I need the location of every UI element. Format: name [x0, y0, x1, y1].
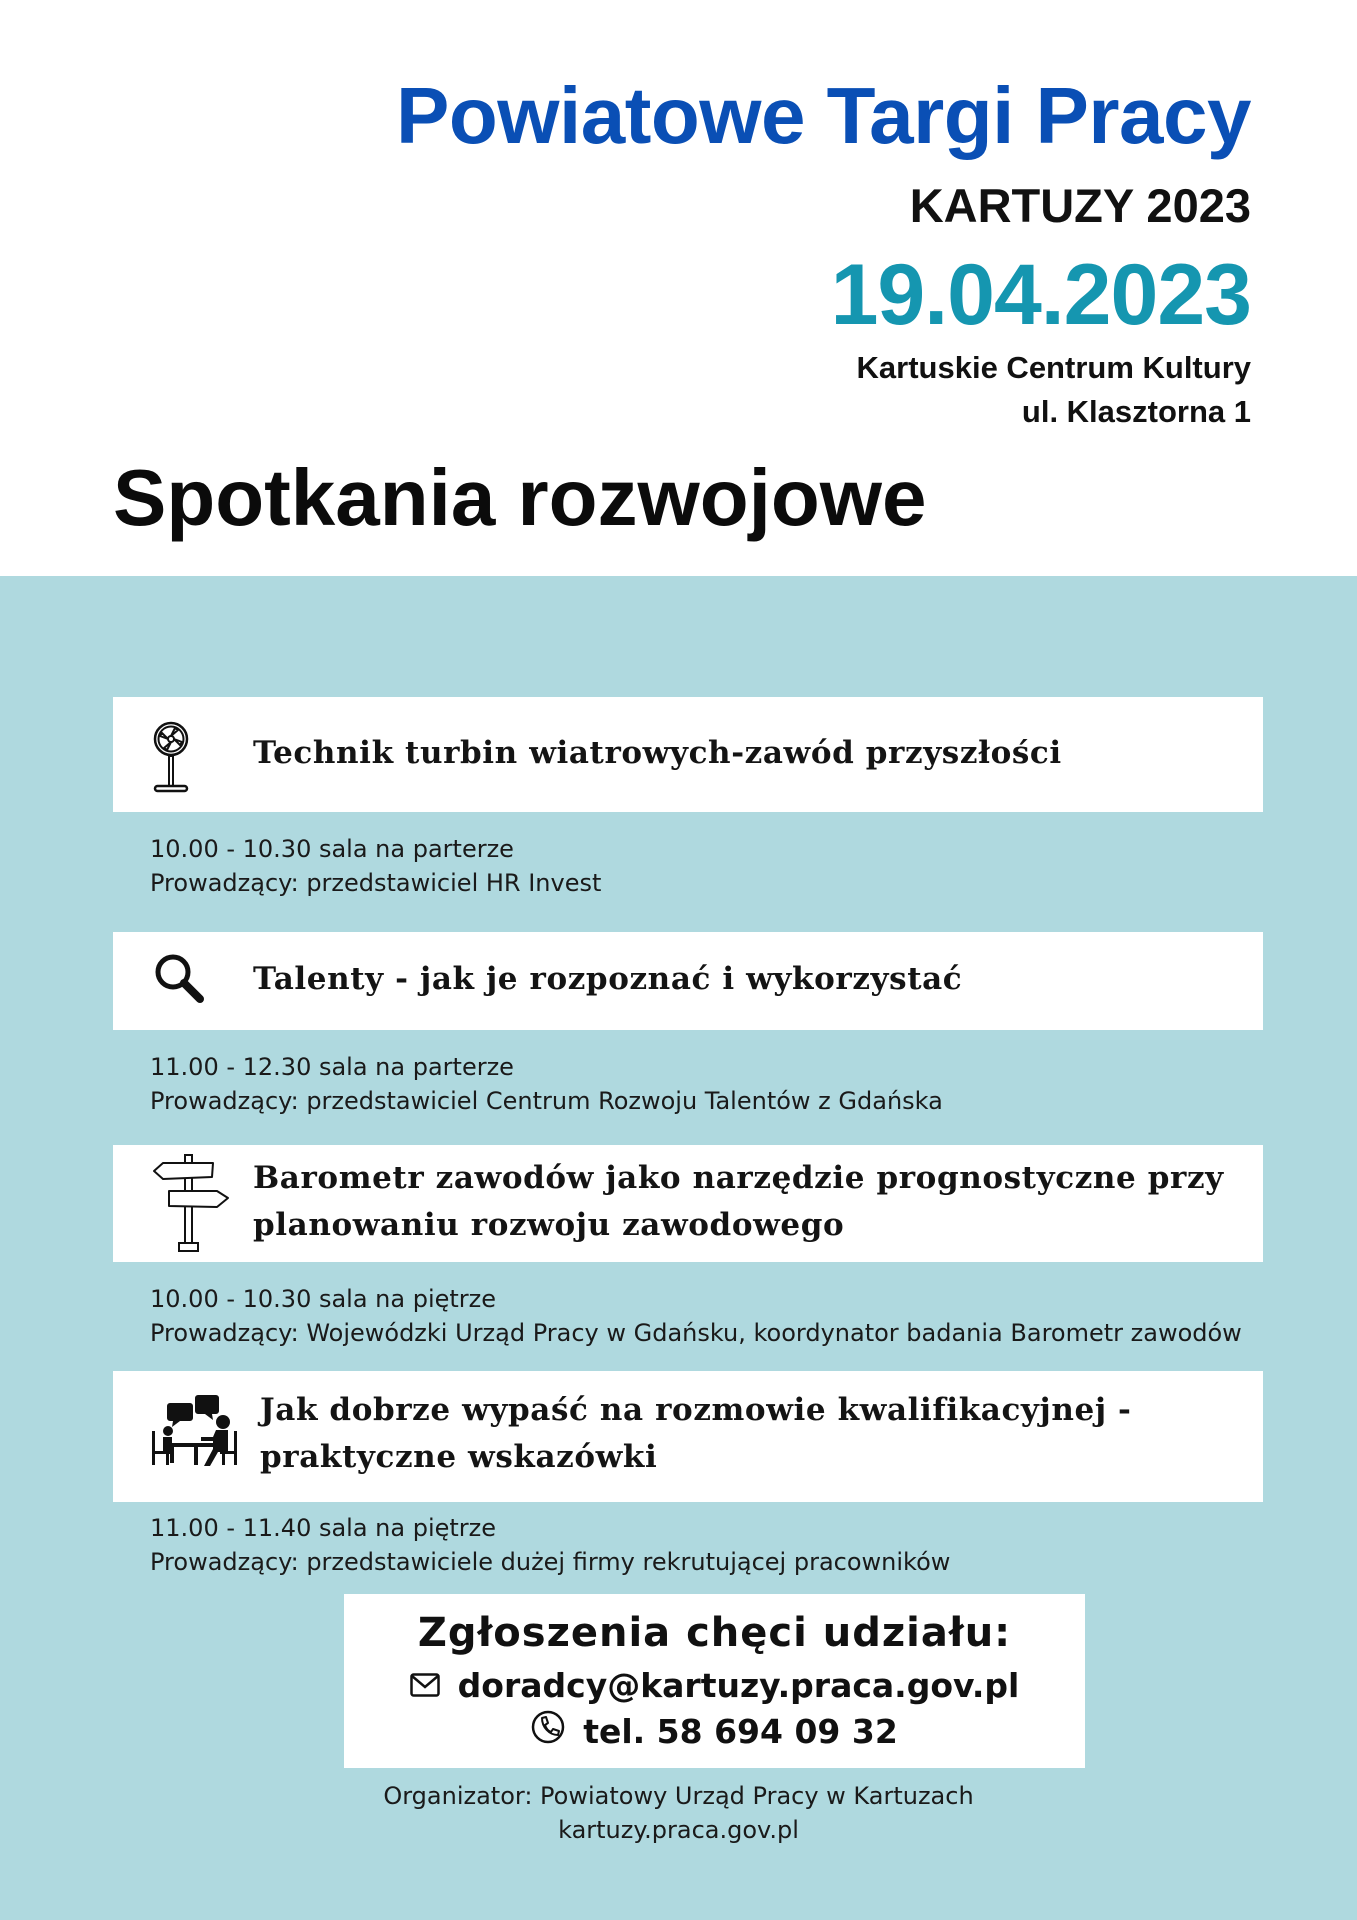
- email-link[interactable]: doradcy@kartuzy.praca.gov.pl: [457, 1666, 1020, 1705]
- registration-box: [344, 1594, 1085, 1768]
- session-time: 11.00 - 12.30 sala na parterze: [150, 1053, 514, 1081]
- session-details: [150, 832, 601, 900]
- envelope-icon: [410, 1666, 440, 1705]
- session-card: [113, 1145, 1263, 1262]
- venue-name: Kartuskie Centrum Kultury: [856, 350, 1251, 385]
- organizer-text: Organizator: Powiatowy Urząd Pracy w Kartuzach: [383, 1782, 974, 1810]
- session-title: [253, 730, 1062, 777]
- session-time: 10.00 - 10.30 sala na parterze: [150, 835, 514, 863]
- session-details: [150, 1282, 1242, 1350]
- session-details: [150, 1050, 943, 1118]
- session-title: [260, 1387, 1132, 1481]
- session-time: 10.00 - 10.30 sala na piętrze: [150, 1285, 497, 1313]
- session-presenter: Prowadzący: Wojewódzki Urząd Pracy w Gdańsku, koordynator badania Barometr zawodów: [150, 1319, 1242, 1347]
- signpost-icon: [151, 1153, 231, 1258]
- session-card: [113, 697, 1263, 812]
- session-title-line: praktyczne wskazówki: [260, 1439, 658, 1475]
- section-title: Spotkania rozwojowe: [113, 453, 927, 542]
- session-title-line: planowaniu rozwoju zawodowego: [253, 1207, 845, 1243]
- session-card: [113, 1371, 1263, 1502]
- event-subtitle: KARTUZY 2023: [909, 179, 1251, 232]
- fan-turbine-icon: [153, 709, 189, 806]
- event-title: Powiatowe Targi Pracy: [396, 71, 1251, 160]
- session-card: [113, 932, 1263, 1030]
- phone-icon: [531, 1710, 565, 1752]
- phone-number[interactable]: tel. 58 694 09 32: [583, 1711, 898, 1751]
- session-presenter: Prowadzący: przedstawiciel HR Invest: [150, 869, 602, 897]
- session-title-line: Talenty - jak je rozpoznać i wykorzystać: [253, 961, 963, 997]
- venue-address: ul. Klasztorna 1: [1021, 394, 1251, 429]
- session-details: [150, 1511, 950, 1579]
- phone-row: [344, 1710, 1085, 1752]
- session-presenter: Prowadzący: przedstawiciel Centrum Rozwoju Talentów z Gdańska: [150, 1087, 943, 1115]
- registration-heading: Zgłoszenia chęci udziału:: [417, 1610, 1012, 1656]
- session-title: [253, 956, 962, 1003]
- session-title-line: Technik turbin wiatrowych-zawód przyszłości: [253, 735, 1062, 771]
- session-title-line: Jak dobrze wypaść na rozmowie kwalifikacyjnej -: [260, 1392, 1132, 1428]
- session-presenter: Prowadzący: przedstawiciele dużej firmy rekrutującej pracowników: [150, 1548, 951, 1576]
- website-link[interactable]: kartuzy.praca.gov.pl: [558, 1816, 799, 1844]
- interview-icon: [150, 1395, 240, 1472]
- event-date: 19.04.2023: [830, 247, 1251, 343]
- magnifier-icon: [153, 952, 207, 1011]
- session-title: [253, 1155, 1224, 1249]
- session-time: 11.00 - 11.40 sala na piętrze: [150, 1514, 497, 1542]
- session-title-line: Barometr zawodów jako narzędzie prognostyczne przy: [253, 1160, 1224, 1196]
- email-row: [344, 1666, 1085, 1705]
